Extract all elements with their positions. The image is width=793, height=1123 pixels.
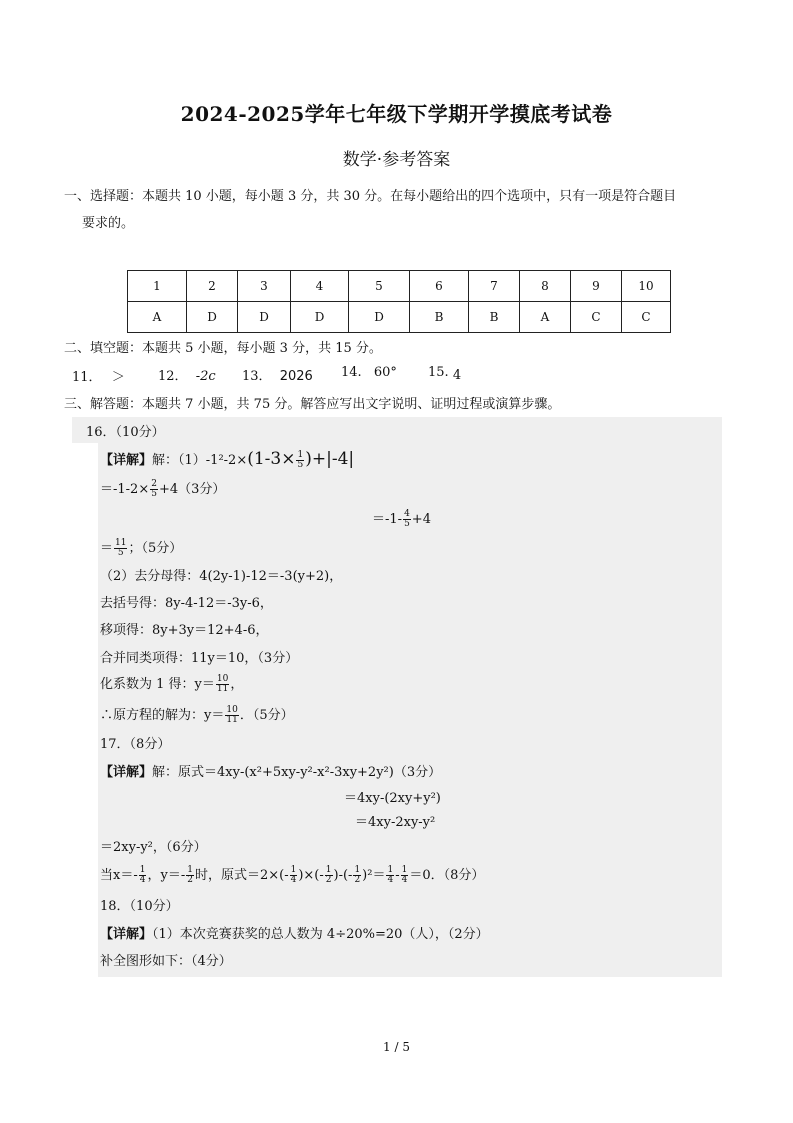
q17-line4: ＝2xy-y²，（6分） [100,840,207,855]
question-number: 7 [469,271,520,302]
section2-header: 二、填空题：本题共 5 小题，每小题 3 分，共 15 分。 [64,341,382,356]
numerator: 1 [325,865,332,875]
q17-expr: ，y＝- [147,868,186,883]
section3-header: 三、解答题：本题共 7 小题，共 75 分。解答应写出文字说明、证明过程或演算步骤。 [64,397,561,412]
fraction [403,510,411,529]
page-title: 2024-2025学年七年级下学期开学摸底考试卷 [180,102,613,126]
question-number: 1 [128,271,187,302]
q16-line2 [100,478,225,499]
fraction [216,675,229,694]
fraction [150,480,158,499]
denominator: 5 [151,489,157,499]
question-number: 2 [187,271,238,302]
q17-expr: ＝0．（8分） [409,868,485,883]
fraction [225,706,238,725]
q16-line9 [100,673,243,694]
numerator: 1 [297,450,304,460]
section1-header: 一、选择题：本题共 10 小题，每小题 3 分，共 30 分。在每小题给出的四个选项中，只有一项是符合题目 [64,189,677,204]
question-number: 5 [349,271,410,302]
q17-expr: - [395,868,400,883]
q16-expr: (1-3× [247,449,296,469]
q16-expr: ＝-1-2× [100,482,150,497]
q18-heading: 18．（10分） [100,899,179,914]
numerator: 1 [139,865,146,875]
fill-label: 12． [158,369,188,384]
numerator: 11 [115,538,127,548]
fill-value: -2c [195,369,216,384]
question-number: 10 [622,271,671,302]
fill-label: 11． [72,370,102,385]
q16-expr: ．（5分） [239,708,294,723]
answer-cell: D [238,302,291,333]
detail-label: 【详解】 [100,765,153,780]
numerator: 10 [216,674,229,684]
fill-answer-15 [428,365,462,383]
numerator: 1 [290,865,297,875]
answer-cell: D [349,302,410,333]
fraction [290,866,298,885]
answer-cell: D [291,302,349,333]
fraction [386,866,394,885]
q17-heading: 17．（8分） [100,737,171,752]
fill-label: 13． [242,369,272,384]
fraction [139,866,147,885]
denominator: 2 [354,875,361,885]
q16-line5: （2）去分母得：4(2y-1)-12＝-3(y+2)， [100,569,343,584]
detail-label: 【详解】 [100,453,153,468]
q17-expr: 解：原式＝4xy-(x²+5xy-y²-x²-3xy+2y²)（3分） [152,765,442,780]
denominator: 4 [139,875,146,885]
q17-line2: ＝4xy-(2xy+y²) [344,791,441,806]
q16-line1 [100,449,354,470]
fraction [296,451,304,470]
section1-header-cont: 要求的。 [82,216,135,231]
denominator: 5 [297,460,304,470]
question-number: 3 [238,271,291,302]
denominator: 2 [187,875,193,885]
numerator: 2 [151,479,157,489]
fraction [186,866,194,885]
q16-expr: +4（3分） [158,482,226,497]
fill-answer-14 [341,365,397,380]
q16-line4 [100,537,182,558]
denominator: 11 [226,715,238,725]
fill-answer-13 [242,365,313,384]
q17-expr: 当x＝- [100,868,138,883]
page-number: 1 / 5 [383,1040,410,1054]
q17-expr: )²＝ [362,868,386,883]
q16-expr: 化系数为 1 得：y＝ [100,677,215,692]
numerator: 4 [404,509,410,519]
q16-expr: ；（5分） [128,541,183,556]
fill-answer-11 [72,366,125,385]
q18-expr: （1）本次竞赛获奖的总人数为 4÷20%=20（人），（2分） [152,927,489,942]
answer-table-answer-row [128,302,671,333]
answer-cell: C [622,302,671,333]
fraction [353,866,361,885]
answer-table [127,270,671,333]
q16-expr: 解：（1）-1²-2× [152,453,248,468]
denominator: 5 [404,519,410,529]
q18-line1 [100,923,489,942]
answer-cell: A [128,302,187,333]
denominator: 2 [325,875,332,885]
page-subtitle: 数学·参考答案 [342,150,451,170]
question-number: 8 [520,271,571,302]
denominator: 11 [216,684,229,694]
numerator: 1 [187,865,193,875]
fraction [114,539,127,558]
q16-expr: ＝ [100,541,114,556]
q17-line5 [100,864,484,885]
question-number: 6 [410,271,469,302]
numerator: 1 [387,865,394,875]
q17-expr: 时，原式＝2×(- [194,868,289,883]
fill-label: 14. [341,365,362,380]
q16-line3 [372,508,431,529]
q16-heading: 16．（10分） [86,425,165,440]
detail-label: 【详解】 [100,927,153,942]
q17-expr: )-(- [333,868,353,883]
numerator: 1 [354,865,361,875]
answer-cell: A [520,302,571,333]
question-number: 9 [571,271,622,302]
fill-label: 15. [428,365,449,380]
q17-line1 [100,761,441,780]
denominator: 4 [401,875,408,885]
q16-line6: 去括号得：8y-4-12＝-3y-6， [100,596,273,611]
numerator: 1 [401,865,408,875]
answer-cell: D [187,302,238,333]
fill-answer-12 [158,365,216,384]
q16-expr: ＝-1- [372,512,403,527]
denominator: 4 [387,875,394,885]
fraction [401,866,409,885]
q16-expr: )+|-4| [305,449,355,469]
fill-value: 60° [373,365,397,380]
fraction [325,866,333,885]
q17-expr: )×(- [298,868,324,883]
question-number: 4 [291,271,349,302]
q16-line8: 合并同类项得：11y＝10，（3分） [100,651,299,666]
q18-line2: 补全图形如下：（4分） [100,954,232,969]
answer-cell: B [410,302,469,333]
q16-line10 [100,704,294,725]
q16-line7: 移项得：8y+3y＝12+4-6， [100,623,269,638]
q16-expr: ∴原方程的解为：y＝ [100,708,225,723]
answer-table-number-row [128,271,671,302]
denominator: 4 [290,875,297,885]
fill-value: 2026 [279,369,313,384]
fill-value: ＞ [111,370,125,385]
q16-expr: +4 [411,512,431,527]
numerator: 10 [226,705,238,715]
q16-expr: ， [230,677,244,692]
fill-value: 4 [452,368,462,383]
answer-cell: C [571,302,622,333]
answer-cell: B [469,302,520,333]
denominator: 5 [117,548,124,558]
q17-line3: ＝4xy-2xy-y² [355,815,436,830]
answer-background [72,417,722,443]
